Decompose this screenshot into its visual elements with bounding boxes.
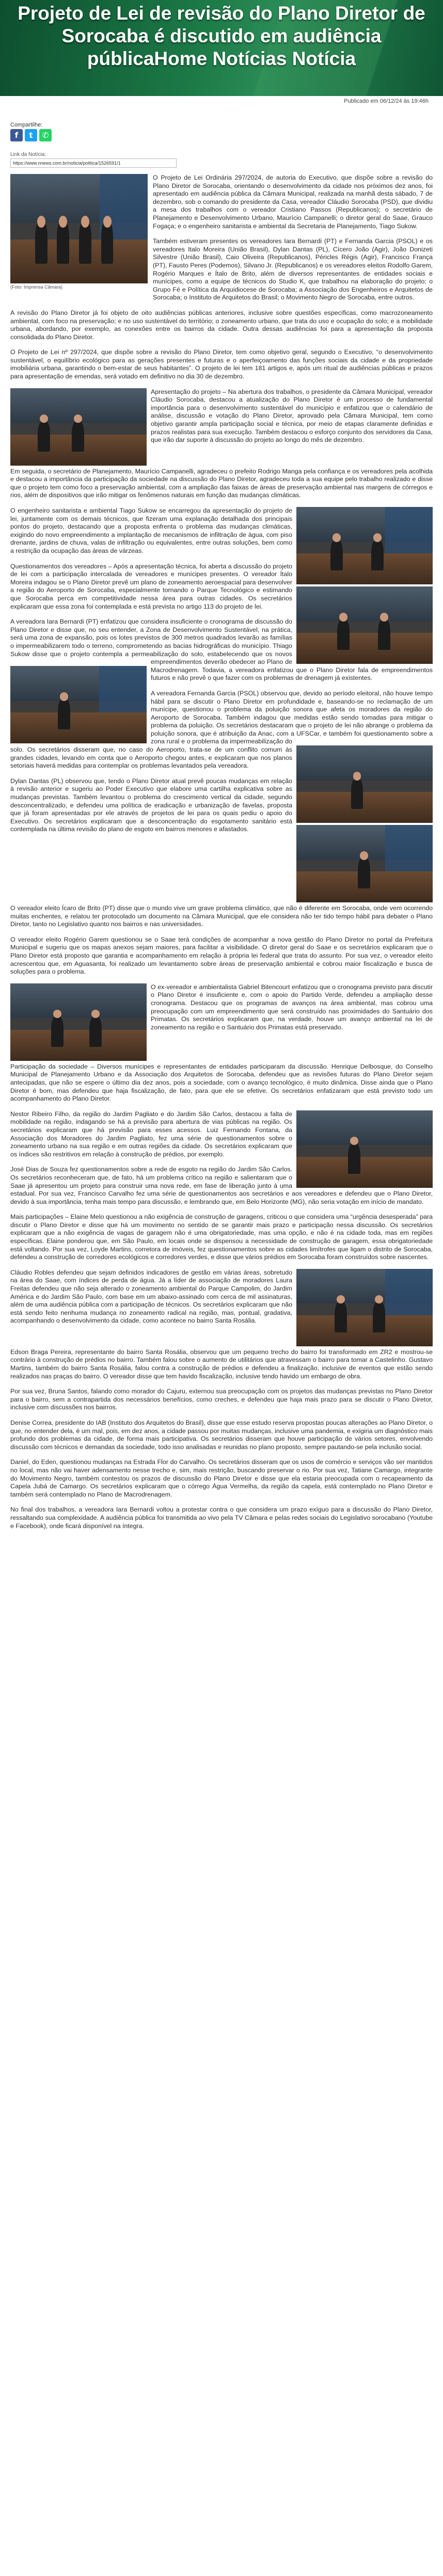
article-body (0, 168, 443, 1530)
article-paragraph: Dylan Dantas (PL) observou que, tendo o Plano Diretor atual prevê poucas mudanças em relação à revisão anterior e sugeriu ao Poder Executivo que elabore uma cartilha explicativa sobre as mudanças previstas. Também levantou o problema do crescimento vertical da cidade, segundo desconcentralizado, e defendeu uma política de eradicação e urbanização de favelas, proposta que já foram apresentadas por ele através de projetos de lei para os quais pediu o apoio do Executivo. Os secretários explicaram que a desconcentração do esgotamento sanitário está contemplada na última revisão do plano de esgoto em bairros menores e afastados. (10, 777, 292, 833)
news-link-label: Link da Notícia: (10, 152, 46, 157)
article-paragraph: Em seguida, o secretário de Planejamento, Maurício Campanelli, agradeceu o prefeito Rodrigo Manga pela confiança e os vereadores pela acolhida e destacou a importância da participação da sociedade na discussão do Plano Diretor, agradeceu toda a sua equipe pelo trabalho realizado e disse que o projeto tem como foco a preservação ambiental, com a ampliação das faixas de áreas de preservação ambiental nas margens de córregos e rios, além de dispositivos que irão mitigar os fenômenos naturais em função das mudanças climáticas. (10, 467, 433, 499)
article-paragraph: O Projeto de Lei nº 297/2024, que dispõe sobre a revisão do Plano Diretor, tem como objetivo geral, segundo o Executivo, “o desenvolvimento sustentável, o equilíbrio ecológico para as gerações presentes e futuras e o aperfeiçoamento das funções sociais da cidade e da propriedade imobiliária urbana, garantindo o bem-estar de seus habitantes”. O projeto de lei tem 181 artigos e, após um ritual de audiências públicas e prazos para apresentação de emendas, será votado em definitivo no dia 30 de dezembro. (10, 348, 433, 380)
article-paragraph: Edson Braga Pereira, representante do bairro Santa Rosália, observou que um pequeno trecho do bairro foi transformado em ZR2 e mostrou-se contrário à construção de prédios no bairro. Também falou sobre o aumento de utilitários que atravessam o bairro para tomar a Castelinho. Gustavo Martins, também do bairro Santa Rosália, falou contra a construção de prédios e defendeu a finalização, inclusive de eventos que estão sendo realizados nas praças do bairro. O vereador disse que tem havido fiscalização, inclusive tendo havido um embargo de obra. (10, 1348, 433, 1380)
twitter-icon[interactable]: t (25, 129, 37, 141)
article-paragraph: O engenheiro sanitarista e ambiental Tiago Sukow se encarregou da apresentação do projeto de lei, juntamente com os demais técnicos, que fizeram uma explanação detalhada dos principais pontos do projeto, destacando que a proposta enfrenta o problema das mudanças climáticas, exigindo do novo empreendimento a implantação de mecanismos de infiltração de água, com piso drenante, jardins de chuva, valas de infiltração ou equivalentes, entre outras soluções, bem como a restrição da ocupação das áreas de várzeas. (10, 507, 292, 554)
article-paragraph: No final dos trabalhos, a vereadora Iara Bernardi voltou a protestar contra o que considera um prazo exíguo para a discussão do Plano Diretor, ressaltando sua complexidade. A audiência pública foi transmitida ao vivo pela TV Câmara e pelas redes sociais do Legislativo sorocabano (Youtube e Facebook), onde ficará disponível na íntegra. (10, 1506, 433, 1530)
share-label: Compartilhe: (10, 122, 43, 128)
news-link-section (0, 141, 443, 168)
article-photo (296, 1269, 433, 1346)
facebook-icon[interactable]: f (10, 129, 23, 141)
article-paragraph: O vereador eleito Ícaro de Brito (PT) disse que o mundo vive um grave problema climático, que não é diferente em Sorocaba, onde vem ocorrendo muitas enchentes, e relatou ter protocolado um documento na Câmara Municipal, que ele considera não ter tido tempo hábil para debater o Plano Diretor, tanto no Legislativo quanto nos bairros e nas universidades. (10, 904, 433, 928)
article-paragraph: A vereadora Iara Bernardi (PT) enfatizou que considera insuficiente o cronograma de discussão do Plano Diretor e disse que, no seu entender, a Zona de Desenvolvimento Sustentável, na prática, será uma zona de expansão, pois os lotes previstos de 300 metros quadrados levarão as famílias o impermeabilizarem todo o terreno, comprometendo as bacias hidrográficas do município. Thiago Sukow disse que o projeto contempla a permeabilização do solo, estabelecendo que os novos empreendimentos deverão obedecer ao Plano de Macrodrenagem. Todavia, a vereadora enfatizou que o Plano Diretor fala de empreendimentos futuros e não prevê o que fazer com os problemas de drenagem já existentes. (10, 618, 433, 682)
article-photo (296, 586, 433, 664)
article-paragraph: O vereador eleito Rogério Garem questionou se o Saae terá condições de acompanhar a nova gestão do Plano Diretor no portal da Prefeitura Municipal e sugeriu que os mapas anexos sejam maiores, para facilitar a visibilidade. O diretor geral do Saae e os secretários explicaram que o Plano Diretor está proposto que garantia e acompanhamento em relação à própria lei federal que trata do assunto. Por sua vez, o vereador eleito acrescentou que, em Aguasanta, foi realizado um levantamento sobre áreas de preservação ambiental e cobrou maior fiscalização e busca de soluções para o problema. (10, 935, 433, 976)
article-photo (296, 507, 433, 584)
article-paragraph: Participação da sociedade – Diversos munícipes e representantes de entidades participaram da discussão. Henrique Delbosque, do Conselho Municipal de Planejamento Urbano e da Associação dos Arquitetos de Sorocaba, defendeu que as revisões futuras do Plano Diretor sejam antecipadas, que não se espere o último dia dez anos, pois a sociedade, com o avanço tecnológico, é muito dinâmica. Disse ainda que o Plano Diretor é bom, mas defendeu que haja fiscalização, de fato, para que ele se efetive. Os secretários enfatizaram que está previsto todo um acompanhamento do Plano Diretor. (10, 1062, 433, 1103)
article-paragraph: Nestor Ribeiro Filho, da região do Jardim Pagliato e do Jardim São Carlos, destacou a falta de mobilidade na região, indagando se há a previsão para abertura de vias públicas na região. Os secretários explicaram que há previsão para esses acessos. Luiz Fernando Fontana, da Associação dos Moradores do Jardim Pagliato, fez uma série de questionamentos sobre o zoneamento urbano na sua região e em outras regiões da cidade. Os secretários explicaram que os índices são restritivos em relação à construção de prédios, por exemplo. (10, 1110, 292, 1158)
article-paragraph: Apresentação do projeto – Na abertura dos trabalhos, o presidente da Câmara Municipal, vereador Cláudio Sorocaba, destacou a atualização do Plano Diretor é um processo de fundamental importância para o desenvolvimento sustentável do município e enfatizou que o calendário de análise, discussão e votação do Plano Diretor, aprovado pela Câmara Municipal, tem como objetivo garantir ampla participação social e técnica, por meio de etapas claramente definidas e prazos realistas para sua execução. Também destacou o esforço conjunto dos servidores da Casa, que irão dar suporte à discussão do projeto ao longo do mês de dezembro. (151, 388, 433, 444)
lead-photo (10, 174, 148, 283)
article-paragraph: O Projeto de Lei Ordinária 297/2024, de autoria do Executivo, que dispõe sobre a revisão do Plano Diretor de Sorocaba, orientando o desenvolvimento da cidade nos próximos dez anos, foi apresentado em audiência pública da Câmara Municipal, realizada na manhã desta sábado, 7 de dezembro, sob o comando do presidente da Casa, vereador Cláudio Sorocaba (PSD), que dividiu a mesa dos trabalhos com o vereador Cristiano Passos (Republicanos); o secretário de Planejamento e Desenvolvimento Urbano, Maurício Campanelli; o diretor geral do Saae, Grauco Fogaça; e o engenheiro sanitarista e ambiental da Secretaria de Planejamento, Tiago Sukow. (153, 174, 433, 230)
page-title: Projeto de Lei de revisão do Plano Diretor de Sorocaba é discutido em audiência públicaHome Notícias Notícia (18, 3, 425, 69)
article-photo (10, 388, 147, 466)
article-paragraph: Denise Correa, presidente do IAB (Instituto dos Arquitetos do Brasil), disse que esse estudo reserva propostas poucas alterações ao Plano Diretor, o que, no entender dela, é um mal, pois, em dez anos, a cidade passou por muitas mudanças, inclusive uma pandemia, e exigiria um diagnóstico mais profundo dos problemas da cidade, de forma mais participativa. Os secretários disseram que houve participação de vários setores, envolvendo discussão com técnicos e demandas da sociedade, todo isso analisadas e reunidas no plano proposto, sempre pautando-se pela inclusão social. (10, 1419, 433, 1451)
article-photo (10, 666, 147, 743)
article-paragraph: Cláudio Robles defendeu que sejam definidos indicadores de gestão em várias áreas, sobretudo na área do Saae, com índices de perda de água. Já a líder de associação de moradores Laura Freitas defendeu que não seja alterado o zoneamento ambiental do Parque Campolim, do Jardim América e do Jardim São Paulo, com base em um abaixo-assinado com cerca de mil assinaturas, além de uma audiência pública com a participação de técnicos. Os secretários explicaram que não está sendo feito nenhuma mudança no zoneamento radical na região, mas, pontual, gradativa, acompanhando o desenvolvimento da cidade, como acontece no bairro Santa Rosália. (10, 1268, 292, 1325)
article-paragraph: Por sua vez, Bruna Santos, falando como morador do Cajuru, externou sua preocupação com os projetos das mudanças previstas no Plano Diretor para o bairro, sem a contrapartida dos necessários benefícios, como creches, e defendeu que haja mais prazo para se discutir o Plano Diretor, inclusive com discussões nos bairros. (10, 1388, 433, 1411)
article-paragraph: Questionamentos dos vereadores – Após a apresentação técnica, foi aberta a discussão do projeto de lei com a participação intercalada de vereadores e munícipes presentes. O vereador Ítalo Moreira indagou se o Plano Diretor prevê um plano de zoneamento aeroespacial para desenvolver a região do Aeroporto de Sorocaba, especialmente tornando o Parque Tecnológico e estimando que Sorocaba perca em competitividade nessa área para outras cidades. Os secretários explicaram que essa zona foi contemplada e está prevista no artigo 113 do projeto de lei. (10, 562, 292, 610)
article-paragraph: A revisão do Plano Diretor já foi objeto de oito audiências públicas anteriores, inclusive sobre questões específicas, como macrozoneamento ambiental, com foco na preservação; e no uso sustentável do território; o zoneamento urbano, que trata do uso e ocupação do solo; e a mobilidade urbana, abordando, por exemplo, as conexões entre os bairros da cidade. Outra dessas audiências foi para a apresentação da proposta consolidada do Plano Diretor. (10, 309, 433, 341)
article-photo (296, 1110, 433, 1188)
lead-figure (10, 174, 148, 292)
lead-photo-caption: (Foto: Imprensa Câmara) (10, 284, 63, 290)
publish-date: Publicado em 06/12/24 às 19:46h (344, 98, 429, 104)
article-paragraph: José Dias de Souza fez questionamentos sobre a rede de esgoto na região do Jardim São Carlos. Os secretários reconheceram que, de fato, há um problema crítico na região e salientaram que o Saae já apresentou um projeto para construir uma nova rede, em fase de liberação junto à uma estadual. Por sua vez, Francisco Carvalho fez uma série de questionamentos aos secretários e aos vereadores e defendeu que o Plano Diretor, devido à sua importância, tenha mais tempo para discussão, e lembrando que, em Belo Horizonte (MG), não seria votação em início de mandato. (10, 1166, 433, 1205)
article-photo (296, 825, 433, 902)
article-paragraph: O ex-vereador e ambientalista Gabriel Bitencourt enfatizou que o cronograma previsto para discutir o Plano Diretor é insuficiente e, com o apoio do Partido Verde, defendeu a ampliação desse cronograma. Destacou que os programas de avanços na área ambiental, mas cobrou uma preocupação com um empreendimento que será construído nas proximidades do Santuário dos Primatas. Os secretários explicaram que, na verdade, houve um avanço ambiental na lei de zoneamento na região e o Santuário dos Primatas está preservado. (151, 983, 433, 1031)
article-paragraph: A vereadora Fernanda Garcia (PSOL) observou que, devido ao período eleitoral, não houve tempo hábil para se discutir o Plano Diretor em profundidade e, baseando-se no reclamação de um munícipe, questionou o problema da poluição sonora que afeta os moradores da região do Aeroporto de Sorocaba. Também indagou que medidas estão sendo tomadas para mitigar o problema da poluição. Os secretários destacaram que o projeto de lei não abrange o problema da poluição sonora, que é atribuição da Anac, com a UFSCar, e também foi questionamento sobre a zona rural e o problema da impermeabilização do solo. Os secretários disseram que, no caso do Aeroporto, trata-se de um conflito comum às grandes cidades, levando em conta que o Aeroporto chegou antes, e explicaram que nos planos setoriais haverá medidas para contemplar os problemas levantados pela vereadora. (10, 689, 433, 770)
article-paragraph: Também estiveram presentes os vereadores Iara Bernardi (PT) e Fernanda Garcia (PSOL) e os vereadores Italo Moreira (União Brasil), Dylan Dantas (PL), Cícero João (Agir), João Donizeti Silvestre (União Brasil), Caio Oliveira (Republicanos), Péricles Régis (Agir), Francisco França (PT), Fausto Peres (Podemos), Silvano Jr. (Republicanos) e os vereadores eleitos Rodolfo Garem, Rogério Marques e Ítalo de Brito, além de diversos representantes de entidades sociais e munícipes, como a equipe de técnicos do Studio K, que trabalhou na elaboração do projeto; o Grupo Fé e Política da Arquidiocese de Sorocaba; a Associação dos Engenheiros e Arquitetos de Sorocaba; o Instituto de Arquitetos do Brasil; o Movimento Negro de Sorocaba, entre outros. (153, 237, 433, 301)
share-section (0, 107, 443, 141)
hero-banner (0, 0, 443, 96)
news-link-field[interactable]: https://www.nnews.com.br/noticia/politica/1526591/1 (10, 158, 177, 168)
whatsapp-icon[interactable]: ✆ (39, 129, 52, 141)
article-paragraph: Daniel, do Eden, questionou mudanças na Estrada Flor do Carvalho. Os secretários disseram que os usos de comércio e serviços vão ser mantidos no local, mas não vai haver adensamento nesse trecho e, sim, mais restrição, buscando preservar o rio. Por sua vez, Tatiane Camargo, integrante do Movimento Negro, também contestou os prazos de discussão do Plano Diretor e disse que ela estaria preocupada com o recapeamento da Capela Jubá de Camargo. Os secretários explicaram que o córrego Água Vermelha, da região da capela, está contemplado no Plano Diretor e também será contemplado no Plano de Macrodrenagem. (10, 1458, 433, 1498)
article-photo (296, 745, 433, 823)
article-photo (10, 983, 147, 1061)
article-paragraph: Mais participações – Elaine Melo questionou a não exigência de construção de garagens, criticou o que considera uma “urgência desesperada” para discutir o Plano Diretor e disse que há um movimento no sentido de se garantir mais prazo e participação nessa discussão. Os secretários explicaram que a não exigência de vagas de garagem não é uma obrigatoriedade, mas uma opção, e não é na cidade toda, mas em regiões específicas. Elaine ponderou que, em São Paulo, em locais onde se dispensou a necessidade de construção de garagem, essa obrigatoriedade está voltando. Por sua vez, Loyde Martins, corretora de imóveis, fez questionamentos sobre as cidades limítrofes que ligam o distrito de Sorocaba, defendeu a construção de corredores ecológicos e corredores verdes, e disse que vários prédios em Sorocaba foram construídos sobre nascentes. (10, 1213, 433, 1261)
